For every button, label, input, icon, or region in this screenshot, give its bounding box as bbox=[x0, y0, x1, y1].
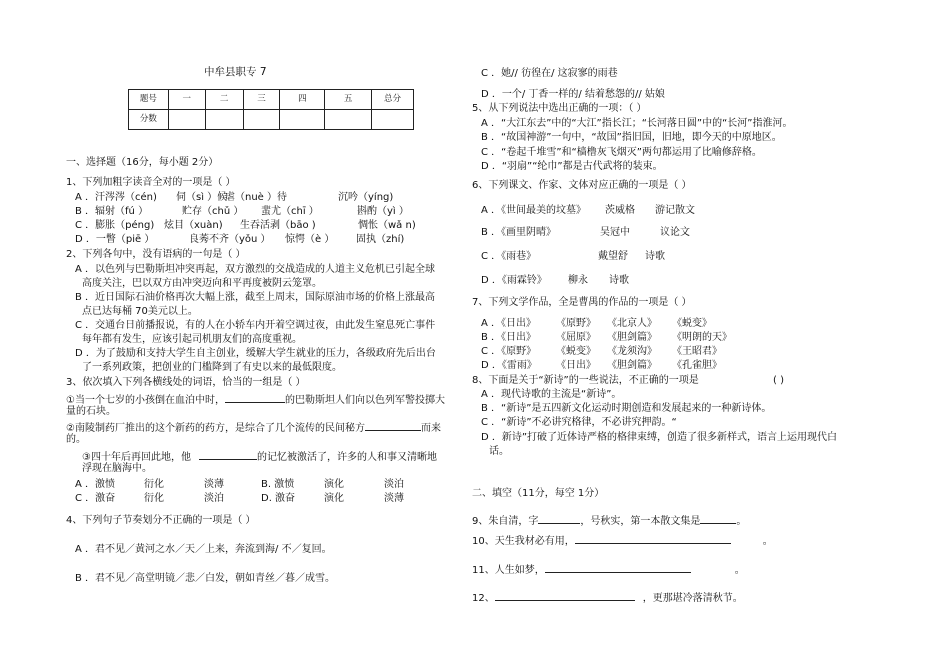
q10: 10、天生我材必有用， 。 bbox=[472, 533, 773, 548]
score-table-header-row bbox=[129, 90, 414, 110]
q3-sentence-3-cont: 浮现在脑海中。 bbox=[82, 463, 152, 474]
score-header-cell: 题号 bbox=[129, 90, 169, 110]
q12: 12、 ，更那堪冷落清秋节。 bbox=[472, 590, 743, 605]
q8-option-d: D ．新诗”打破了近体诗严格的格律束缚，创造了很多新样式，语言上运用现代白 bbox=[481, 432, 838, 443]
q8-option-d-cont: 话。 bbox=[489, 446, 509, 457]
score-cell[interactable] bbox=[168, 110, 205, 130]
score-header-cell: 五 bbox=[325, 90, 372, 110]
q4-option-c: C ．她// 彷徨在/ 这寂寥的雨巷 bbox=[481, 68, 618, 79]
score-cell[interactable] bbox=[280, 110, 325, 130]
answer-blank[interactable] bbox=[225, 392, 285, 403]
q5-option-d: D ．“羽扇”“纶巾”都是古代武将的装束。 bbox=[481, 161, 663, 172]
q3-sentence-3: ③四十年后再回此地，他 的记忆被激活了，许多的人和事又清晰地 bbox=[82, 449, 437, 464]
q8-option-b: B ．“新诗”是五四新文化运动时期创造和发展起来的一种新诗体。 bbox=[481, 403, 772, 414]
q5-stem: 5、从下列说法中选出正确的一项：（ ） bbox=[472, 103, 647, 114]
score-header-cell: 四 bbox=[280, 90, 325, 110]
score-cell[interactable] bbox=[325, 110, 372, 130]
q4-option-d: D ．一个/ 丁香一样的/ 结着愁怨的// 姑娘 bbox=[481, 89, 665, 100]
q4-option-a: A ．君不见／黄河之水／天／上来，奔流到海/ 不／复回。 bbox=[75, 544, 332, 555]
q8-answer-paren: ( ) bbox=[773, 375, 784, 386]
answer-blank[interactable] bbox=[700, 513, 736, 524]
q2-stem: 2、下列各句中，没有语病的一句是（ ） bbox=[66, 249, 246, 260]
q3-stem: 3、依次填入下列各横线处的词语，恰当的一组是（ ） bbox=[66, 377, 306, 388]
q2-option-c-cont: 每年都有发生，应该引起司机朋友们的高度重视。 bbox=[82, 334, 302, 345]
answer-blank[interactable] bbox=[538, 513, 580, 524]
score-header-cell: 一 bbox=[168, 90, 205, 110]
q7-stem: 7、下列文学作品，全是曹禺的作品的一项是（ ） bbox=[472, 297, 692, 308]
q4-stem: 4、下列句子节奏划分不正确的一项是（ ） bbox=[66, 515, 256, 526]
score-cell[interactable] bbox=[205, 110, 243, 130]
answer-blank[interactable] bbox=[545, 562, 691, 573]
q8-stem: 8、下面是关于“新诗”的一些说法，不正确的一项是 bbox=[472, 375, 699, 386]
q2-option-d: D ．为了鼓励和支持大学生自主创业，缓解大学生就业的压力，各级政府先后出台 bbox=[75, 348, 436, 359]
section1-heading: 一、选择题（16分，每小题 2分） bbox=[66, 157, 219, 168]
score-header-cell: 三 bbox=[243, 90, 280, 110]
q11: 11、人生如梦， 。 bbox=[472, 562, 745, 577]
q8-option-a: A ．现代诗歌的主流是“新诗”。 bbox=[481, 389, 622, 400]
q2-option-b-cont: 点已达每桶 70美元以上。 bbox=[82, 306, 198, 317]
answer-blank[interactable] bbox=[365, 420, 421, 431]
q3-sentence-1-cont: 量的石块。 bbox=[66, 406, 116, 417]
q2-option-b: B ．近日国际石油价格再次大幅上涨，截至上周末，国际原油市场的价格上涨最高 bbox=[75, 292, 436, 303]
answer-blank[interactable] bbox=[575, 533, 731, 544]
score-table bbox=[128, 89, 414, 130]
score-cell[interactable] bbox=[372, 110, 414, 130]
answer-blank[interactable] bbox=[199, 449, 257, 460]
q3-sentence-2: ②南陵制药厂推出的这个新药的药方，是综合了几个流传的民间秘方 而来 bbox=[66, 420, 441, 435]
q2-option-c: C ．交通台日前播报说，有的人在小轿车内开着空调过夜，由此发生窒息死亡事件 bbox=[75, 320, 436, 331]
score-table-score-row bbox=[129, 110, 414, 130]
q5-option-c: C ．“卷起千堆雪”和“樯橹灰飞烟灭”两句都运用了比喻修辞格。 bbox=[481, 147, 762, 158]
section2-heading: 二、填空（11分，每空 1分） bbox=[472, 488, 605, 499]
q9: 9、朱自清，字 ，号秋实，第一本散文集是 。 bbox=[472, 513, 746, 528]
q6-stem: 6、下列课文、作家、文体对应正确的一项是（ ） bbox=[472, 180, 692, 191]
page-title: 中牟县职专 7 bbox=[204, 66, 267, 78]
answer-blank[interactable] bbox=[495, 590, 635, 601]
q4-option-b: B ．君不见／高堂明镜／悲／白发，朝如青丝／暮／成雪。 bbox=[75, 573, 336, 584]
q2-option-a: A ．以色列与巴勒斯坦冲突再起，双方激烈的交战造成的人道主义危机已引起全球 bbox=[75, 264, 436, 275]
score-header-cell: 总分 bbox=[372, 90, 414, 110]
q5-option-b: B ．“故国神游”一句中，“故国”指旧国，旧地，即今天的中原地区。 bbox=[481, 132, 782, 143]
q2-option-d-cont: 了一系列政策，把创业的门槛降到了有史以来的最低限度。 bbox=[82, 362, 342, 373]
q3-sentence-1: ①当一个七岁的小孩倒在血泊中时， 的巴勒斯坦人们向以色列军警投掷大 bbox=[66, 392, 445, 407]
score-header-cell: 二 bbox=[205, 90, 243, 110]
score-row-label: 分数 bbox=[129, 110, 169, 130]
q5-option-a: A ．“大江东去”中的“大江”指长江；“长河落日圆”中的“长河”指淮河。 bbox=[481, 118, 793, 129]
q2-option-a-cont: 高度关注，巴以双方由冲突迈向和平再度被阴云笼罩。 bbox=[82, 278, 322, 289]
q3-sentence-2-cont: 的。 bbox=[66, 434, 86, 445]
q8-option-c: C ．“新诗”不必讲究格律，不必讲究押韵。“ bbox=[481, 417, 677, 428]
q1-stem: 1、下列加粗字读音全对的一项是（ ） bbox=[66, 177, 236, 188]
score-cell[interactable] bbox=[243, 110, 280, 130]
